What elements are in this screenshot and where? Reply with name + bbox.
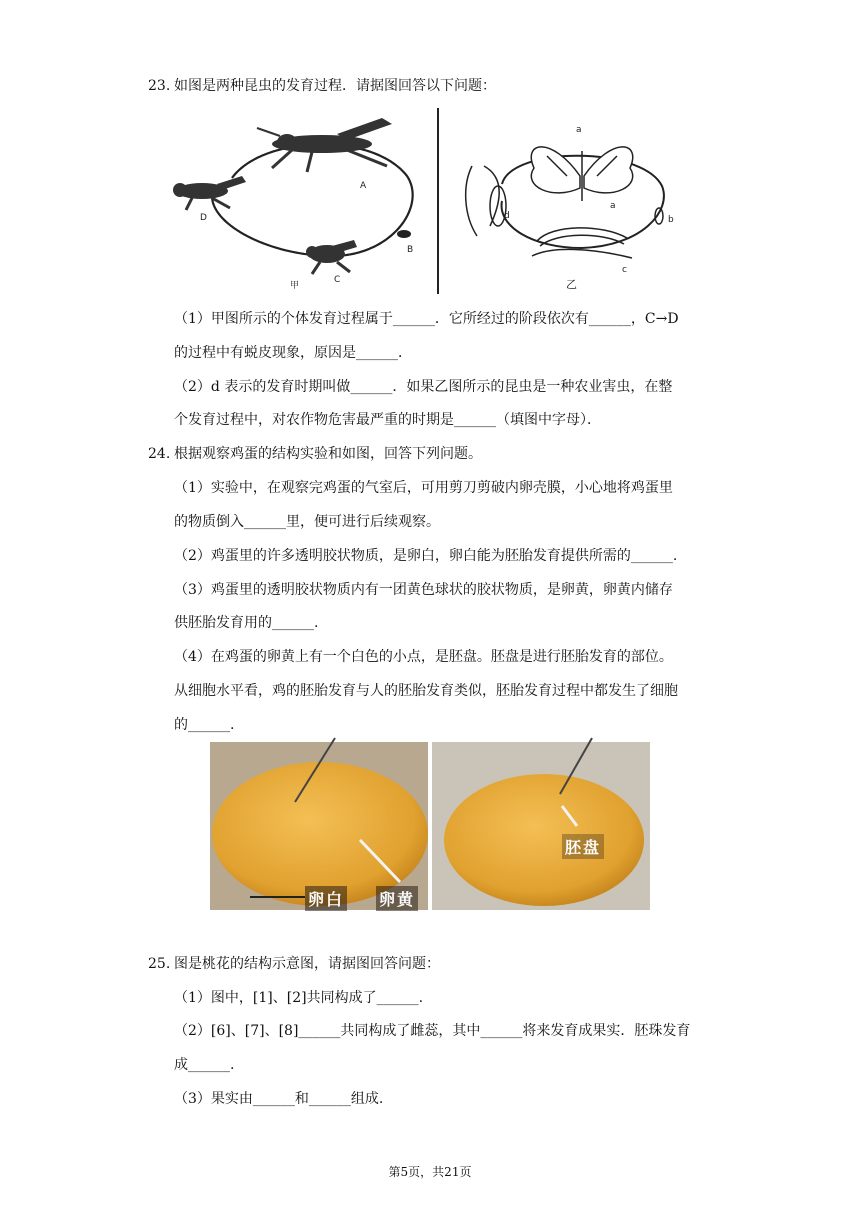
q24-number: 24. <box>148 446 171 462</box>
q23-part2-line1: （2）d 表示的发育时期叫做______．如果乙图所示的昆虫是一种农业害虫，在整 <box>174 379 673 395</box>
egg-photo-left <box>210 742 428 910</box>
label-B: B <box>407 245 414 255</box>
q23-part1-line1: （1）甲图所示的个体发育过程属于______．它所经过的阶段依次有______，C→D <box>174 311 679 327</box>
q23-part2-line2: 个发育过程中，对农作物危害最严重的时期是______（填图中字母）． <box>174 412 601 428</box>
q25-part1-line1: （1）图中，[1]、[2]共同构成了______. <box>174 990 424 1006</box>
label-d: d <box>504 211 510 221</box>
q24-part3-line2: 供胚胎发育用的______. <box>174 615 319 631</box>
yolk-photo-left-image <box>210 742 428 910</box>
label-a-side: a <box>610 201 616 211</box>
q24-part3-line1: （3）鸡蛋里的透明胶状物质内有一团黄色球状的胶状物质，是卵黄，卵黄内储存 <box>174 582 673 598</box>
q25-number: 25. <box>148 956 171 972</box>
q23-number: 23. <box>148 78 171 94</box>
q23-stem-text: 如图是两种昆虫的发育过程．请据图回答以下问题： <box>174 78 496 94</box>
q24-stem <box>148 444 482 464</box>
label-jia: 甲 <box>290 281 300 291</box>
label-egg-white: 卵白 <box>305 886 347 911</box>
q24-part4-line1: （4）在鸡蛋的卵黄上有一个白色的小点，是胚盘。胚盘是进行胚胎发育的部位。 <box>174 649 673 665</box>
q25-part2-line1: （2）[6]、[7]、[8]______共同构成了雌蕊，其中______将来发育成果实．胚珠发育 <box>174 1023 691 1039</box>
q25-stem <box>148 954 440 974</box>
q24-part4-line3: 的______. <box>174 717 235 733</box>
q25-part2-line2: 成______. <box>174 1057 235 1073</box>
q24-part2-line1: （2）鸡蛋里的许多透明胶状物质，是卵白，卵白能为胚胎发育提供所需的______. <box>174 548 678 564</box>
q25-stem-text: 图是桃花的结构示意图，请据图回答问题： <box>174 956 440 972</box>
label-c: c <box>622 265 627 275</box>
butterfly-life-cycle-icon <box>466 147 664 258</box>
label-a-top: a <box>576 125 582 135</box>
q24-part1-line1: （1）实验中，在观察完鸡蛋的气室后，可用剪刀剪破内卵壳膜，小心地将鸡蛋里 <box>174 480 673 496</box>
insect-development-diagram <box>172 106 672 296</box>
q23-insect-figure <box>172 106 672 296</box>
grasshopper-life-cycle-icon <box>173 118 413 274</box>
q23-stem <box>148 76 496 96</box>
label-germinal-disc: 胚盘 <box>562 834 604 859</box>
label-D: D <box>200 213 207 223</box>
label-b: b <box>668 215 674 225</box>
q25-part3-line1: （3）果实由______和______组成. <box>174 1091 384 1107</box>
yolk-photo-right-image <box>432 742 650 910</box>
label-A: A <box>360 181 367 191</box>
page-footer: 第5页，共21页 <box>388 1165 472 1179</box>
label-yolk: 卵黄 <box>376 886 418 911</box>
q24-part4-line2: 从细胞水平看，鸡的胚胎发育与人的胚胎发育类似，胚胎发育过程中都发生了细胞 <box>174 683 678 699</box>
q24-part1-line2: 的物质倒入______里，便可进行后续观察。 <box>174 514 440 530</box>
q23-part1-line2: 的过程中有蜕皮现象，原因是______． <box>174 345 412 361</box>
q24-stem-text: 根据观察鸡蛋的结构实验和如图，回答下列问题。 <box>174 446 482 462</box>
egg-photo-right <box>432 742 650 910</box>
label-C: C <box>334 275 341 285</box>
label-yi: 乙 <box>566 278 577 291</box>
